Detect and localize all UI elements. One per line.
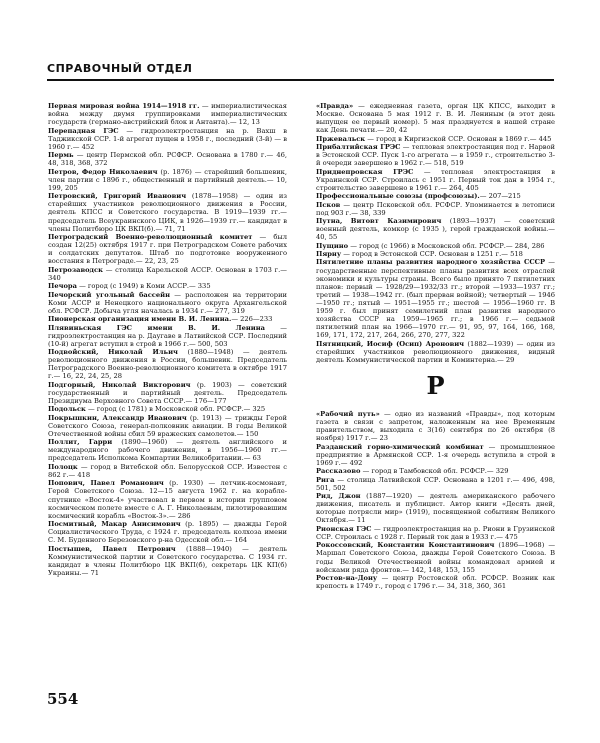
index-entry bbox=[316, 102, 555, 134]
entry-headword: Приднепровская ГРЭС bbox=[316, 167, 414, 176]
entry-headword: Плявиньская ГЭС имени В. И. Ленина bbox=[48, 323, 265, 332]
entry-headword: «Рабочий путь» bbox=[316, 410, 380, 419]
index-entry bbox=[316, 135, 555, 143]
index-entry bbox=[48, 414, 287, 438]
entry-headword: Покрышкин, Александр Иванович bbox=[48, 413, 187, 422]
index-entry bbox=[48, 127, 287, 151]
entry-description: — государственные перспективные планы развития всех отраслей экономики и культуры страны. Всего было принято 7 пятилетних планов: первый — 1928/29—1932/33 гг.; второй —1933—1937 гг.; третий — 1938—1942 гг. (был прерван войной); четвертый — 1946—1950 гг.; пятый — 1951—1955 гг.; шестой — 1956—1960 гг. В 1959 г. был принят семилетний план развития народного хозяйства СССР на 1959—1965 гг.; в 1966 г.— седьмой пятилетний план на 1966—1970 гг.— 91, 95, 97, 164, 166, 168, 169, 171, 172, 217, 264, 266, 270, 277, 322 bbox=[316, 258, 555, 340]
index-entry bbox=[48, 520, 287, 544]
index-entry bbox=[316, 541, 555, 573]
index-entry bbox=[316, 467, 555, 475]
section-letter-block bbox=[316, 370, 555, 400]
entry-description: — был создан 12(25) октября 1917 г. при Петроградском Совете рабочих и солдатских депутатов. Штаб по подготовке вооруженного восстания в Петрограде.— 22, 23, 25 bbox=[48, 232, 287, 266]
section-title: СПРАВОЧНЫЙ ОТДЕЛ bbox=[47, 62, 193, 75]
entry-headword: Пущино bbox=[316, 241, 349, 250]
index-entry bbox=[48, 405, 287, 413]
entry-description: — 226—233 bbox=[231, 315, 273, 324]
entry-description: — гидроэлектростанция на р. Даугаве в Латвийской ССР. Последний (10-й) агрегат вступил в строй в 1966 г.— 500, 503 bbox=[48, 323, 287, 348]
entry-description: (р. 1930) — летчик-космонавт, Герой Советского Союза. 12—15 августа 1962 г. на корабле-спутнике «Восток-4» участвовал в первом в истории групповом космическом полете вместе с А. Г. Николаевым, пилотировавшим космический корабль «Восток-3».— 286 bbox=[48, 479, 287, 520]
index-entry bbox=[48, 266, 287, 282]
index-entry bbox=[316, 410, 555, 442]
entry-headword: Поллит, Гарри bbox=[48, 438, 113, 447]
entry-description: (1880—1948) — деятель революционного движения в России, большевик. Председатель Петроградского Военно-революционного комитета в октябре 1917 г.— 16, 22, 24, 25, 28 bbox=[48, 348, 287, 381]
entry-headword: Рокоссовский, Константин Константинович bbox=[316, 541, 495, 550]
entry-description: — гидроэлектростанция на р. Вахш в Таджикской ССР. 1-й агрегат пущен в 1958 г., последний (3-й) — в 1960 г.— 452 bbox=[48, 126, 287, 151]
entry-headword: Петровский, Григорий Иванович bbox=[48, 192, 187, 201]
entry-headword: Рионская ГЭС bbox=[316, 524, 372, 533]
entry-headword: Петров, Федор Николаевич bbox=[48, 167, 158, 176]
entry-description: — ежедневная газета, орган ЦК КПСС, выходит в Москве. Основана 5 мая 1912 г. В. И. Лениным (в этот день выпущен ее первый номер). 5 мая празднуется в нашей стране как День печати.— 20, 42 bbox=[316, 102, 555, 135]
entry-headword: Попович, Павел Романович bbox=[48, 479, 164, 488]
index-entry bbox=[316, 476, 555, 492]
entry-headword: Петрозаводск bbox=[48, 265, 103, 274]
entry-description: (1882—1939) — один из старейших участников революционного движения, видный деятель Коммунистической партии и Коминтерна.— 29 bbox=[316, 339, 555, 364]
entry-headword: Профессиональные союзы (профсоюзы). bbox=[316, 192, 480, 201]
index-entry bbox=[316, 192, 555, 200]
entry-headword: Пионерская организация имени В. И. Ленина. bbox=[48, 315, 232, 324]
entry-description: — гидроэлектростанция на р. Риони в Грузинской ССР. Строилась с 1928 г. Первый ток дан в 1933 г.— 475 bbox=[316, 524, 556, 541]
entry-headword: Пятницкий, Иосиф (Осип) Аронович bbox=[316, 339, 465, 348]
entry-description: — империалистическая война между двумя группировками империалистических государств (германо-австрийский блок и Антанта).— 12, 13 bbox=[48, 102, 287, 127]
entry-headword: Пятилетние планы развития народного хозяйства СССР bbox=[316, 258, 546, 267]
entry-description: (1878—1958) — один из старейших участников революционного движения в России, деятель КПСС и Советского государства. В 1919—1939 гг.— председатель Всеукраинского ЦИК, в 1926—1939 гг.— кандидат в члены Политбюро ЦК ВКП(б).— 71, 71 bbox=[48, 192, 287, 233]
right-column-entries-p bbox=[316, 102, 555, 364]
index-entry bbox=[316, 168, 555, 192]
index-entry bbox=[48, 151, 287, 167]
entry-description: — столица Карельской АССР. Основан в 1703 г.— 340 bbox=[48, 265, 287, 282]
entry-description: — город (с 1966) в Московской обл. РСФСР.— 284, 286 bbox=[348, 241, 545, 250]
index-entry bbox=[316, 217, 555, 241]
index-entry bbox=[316, 201, 555, 217]
index-entry bbox=[48, 324, 287, 348]
entry-description: (р. 1913) — трижды Герой Советского Союза, генерал-полковник авиации. В годы Великой Отечественной войны сбил 59 вражеских самолетов.— 150 bbox=[48, 413, 287, 438]
entry-description: — город в Витебской обл. Белорусской ССР. Известен с 862 г.— 418 bbox=[48, 462, 287, 479]
index-entry bbox=[48, 233, 287, 265]
entry-description: — город (с 1781) в Московской обл. РСФСР.— 325 bbox=[85, 405, 266, 414]
entry-headword: Полоцк bbox=[48, 462, 78, 471]
entry-description: — столица Латвийской ССР. Основана в 1201 г.— 496, 498, 501, 502 bbox=[316, 475, 555, 492]
index-entry bbox=[316, 242, 555, 250]
entry-description: — центр Ростовской обл. РСФСР. Возник как крепость в 1749 г., город с 1796 г.— 34, 318, 360, 361 bbox=[316, 574, 555, 591]
running-header bbox=[47, 62, 554, 75]
entry-headword: Печорский угольный бассейн bbox=[48, 290, 170, 299]
entry-headword: Перепадная ГЭС bbox=[48, 126, 119, 135]
entry-description: — тепловая электростанция в Украинской ССР. Строилась с 1951 г. Первый ток дан в 1954 г., строительство завершено в 1961 г.— 264, 405 bbox=[316, 167, 555, 192]
index-entry bbox=[48, 438, 287, 462]
entry-headword: Рассказово bbox=[316, 467, 361, 476]
index-entry bbox=[48, 168, 287, 192]
index-entry bbox=[316, 340, 555, 364]
entry-headword: Разданский горно-химический комбинат bbox=[316, 442, 484, 451]
right-column bbox=[316, 102, 555, 591]
index-entry bbox=[48, 315, 287, 323]
header-rule bbox=[47, 79, 554, 81]
entry-headword: Рига bbox=[316, 475, 335, 484]
entry-description: (р. 1895) — дважды Герой Социалистического Труда, с 1924 г. председатель колхоза имени С. М. Буденного Березовского р-на Одесской обл.— 164 bbox=[48, 520, 288, 545]
index-entry bbox=[48, 192, 287, 232]
left-column bbox=[48, 102, 287, 577]
entry-description: — одно из названий «Правды», под которым газета в связи с запретом, наложенным на нее Временным правительством, выходила с 3(16) сентября по 26 октября (8 ноября) 1917 г.— 23 bbox=[316, 410, 555, 443]
entry-headword: Путна, Витовт Казимирович bbox=[316, 217, 442, 226]
entry-description: — промышленное предприятие в Армянской ССР. 1-я очередь вступила в строй в 1969 г.— 492 bbox=[316, 442, 555, 467]
entry-description: (1890—1960) — деятель английского и международного рабочего движения, в 1956—1960 гг.— председатель Исполкома Компартии Великобритании.— 63 bbox=[48, 438, 287, 463]
entry-description: — город (с 1949) в Коми АССР.— 335 bbox=[76, 282, 211, 291]
index-entry bbox=[316, 143, 555, 167]
entry-description: — центр Пермской обл. РСФСР. Основана в 1780 г.— 46, 48, 318, 368, 372 bbox=[48, 151, 287, 168]
entry-description: — 207—215 bbox=[479, 192, 521, 201]
index-entry bbox=[48, 463, 287, 479]
entry-headword: Пржевальск bbox=[316, 134, 366, 143]
entry-headword: Постышев, Павел Петрович bbox=[48, 544, 176, 553]
entry-headword: Подольск bbox=[48, 405, 86, 414]
entry-headword: Прибалтийская ГРЭС bbox=[316, 143, 401, 152]
entry-description: — город в Эстонской ССР. Основан в 1251 г.— 518 bbox=[341, 250, 523, 259]
entry-headword: Петроградский Военно-революционный комитет bbox=[48, 232, 253, 241]
entry-headword: Первая мировая война 1914—1918 гг. bbox=[48, 102, 200, 110]
index-entry bbox=[48, 102, 287, 126]
right-column-entries-r bbox=[316, 410, 555, 590]
entry-headword: Ростов-на-Дону bbox=[316, 574, 378, 583]
index-entry bbox=[48, 282, 287, 290]
index-entry bbox=[316, 443, 555, 467]
index-entry bbox=[316, 492, 555, 524]
index-entry bbox=[48, 381, 287, 405]
entry-description: (1896—1968) — Маршал Советского Союза, дважды Герой Советского Союза. В годы Великой Отечественной войны командовал армией и войсками ряда фронтов.— 142, 148, 153, 155 bbox=[316, 541, 556, 574]
entry-headword: Псков bbox=[316, 200, 341, 209]
entry-description: (р. 1903) — советский государственный и партийный деятель. Председатель Президиума Верховного Совета СССР.— 176—177 bbox=[48, 380, 287, 405]
entry-headword: Подвойский, Николай Ильич bbox=[48, 348, 178, 357]
entry-description: — центр Псковской обл. РСФСР. Упоминается в летописи под 903 г.— 38, 339 bbox=[316, 200, 555, 217]
section-letter: Р bbox=[426, 370, 445, 400]
index-entry bbox=[48, 291, 287, 315]
entry-description: — тепловая электростанция под г. Нарвой в Эстонской ССР. Пуск 1-го агрегата — в 1959 г., строительство 3-й очереди завершено в 1962 г.— 518, 519 bbox=[316, 143, 555, 168]
index-entry bbox=[316, 250, 555, 258]
entry-headword: Посмитный, Макар Анисимович bbox=[48, 520, 181, 529]
index-entry bbox=[48, 479, 287, 519]
entry-headword: Пярну bbox=[316, 250, 342, 259]
entry-headword: Рид, Джон bbox=[316, 492, 361, 501]
entry-headword: «Правда» bbox=[316, 102, 354, 110]
index-entry bbox=[48, 348, 287, 380]
entry-headword: Пермь bbox=[48, 151, 74, 160]
entry-description: (р. 1876) — старейший большевик, член партии с 1896 г., общественный и партийный деятель.— 10, 199, 205 bbox=[48, 167, 287, 192]
index-entry bbox=[316, 574, 555, 590]
entry-description: — город в Киргизской ССР. Основан в 1869 г.— 445 bbox=[365, 134, 552, 143]
entry-headword: Печора bbox=[48, 282, 77, 291]
page-number: 554 bbox=[47, 690, 79, 708]
entry-description: — город в Тамбовской обл. РСФСР.— 329 bbox=[360, 467, 509, 476]
index-entry bbox=[316, 525, 555, 541]
entry-description: — расположен на территории Коми АССР и Ненецкого национального округа Архангельской обл. РСФСР. Добыча угля началась в 1934 г.— 277, 319 bbox=[48, 290, 287, 315]
entry-description: (1888—1940) — деятель Коммунистической партии и Советского государства. С 1934 гг. кандидат в члены Политбюро ЦК ВКП(б), секретарь ЦК КП(б) Украины.— 71 bbox=[48, 544, 287, 577]
entry-headword: Подгорный, Николай Викторович bbox=[48, 380, 191, 389]
entry-description: (1887—1920) — деятель американского рабочего движения, писатель и публицист. Автор книги «Десять дней, которые потрясли мир» (1919), посвященной событиям Великого Октября.— 11 bbox=[316, 492, 555, 525]
index-entry bbox=[48, 545, 287, 577]
index-entry bbox=[316, 258, 555, 339]
entry-description: (1893—1937) — советский военный деятель, комкор (с 1935 ), герой гражданской войны.— 40, 55 bbox=[316, 217, 555, 242]
